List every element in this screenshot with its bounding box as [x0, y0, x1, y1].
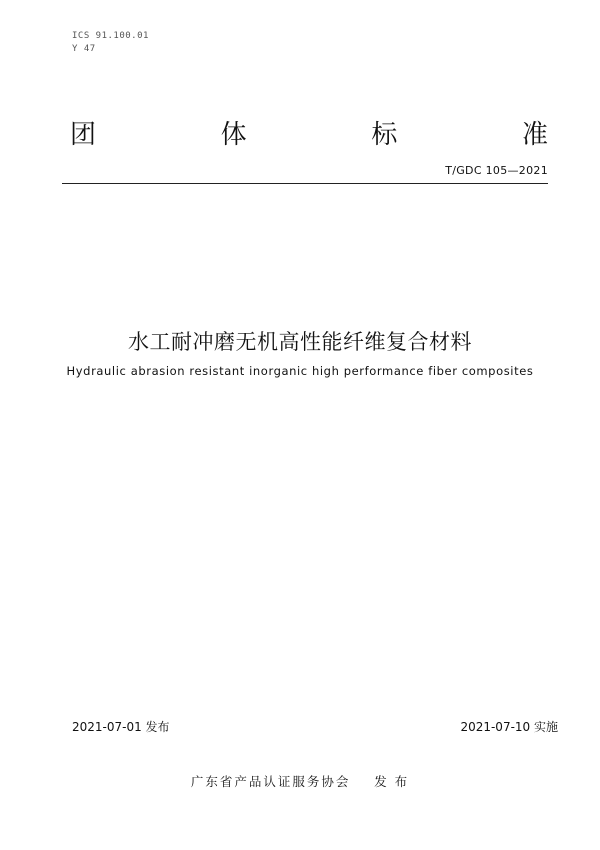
- standard-type-char: 标: [371, 119, 398, 150]
- header-divider: [62, 183, 548, 184]
- publisher: 广东省产品认证服务协会 发 布: [190, 774, 410, 789]
- document-title-chinese: 水工耐冲磨无机高性能纤维复合材料: [128, 330, 472, 354]
- standard-type-char: 准: [521, 119, 548, 150]
- document-title-english: Hydraulic abrasion resistant inorganic high performance fiber composites: [66, 364, 534, 378]
- implementation-date: 2021-07-10 实施: [460, 720, 558, 734]
- issue-date: 2021-07-01 发布: [72, 720, 170, 734]
- standard-type-heading: [70, 116, 548, 148]
- ics-code: ICS 91.100.01: [72, 31, 149, 41]
- standard-type-char: 团: [70, 119, 97, 150]
- standard-number: T/GDC 105—2021: [445, 164, 548, 177]
- ccs-code: Y 47: [72, 44, 96, 54]
- classification-codes: [72, 30, 149, 56]
- standard-type-char: 体: [220, 119, 247, 150]
